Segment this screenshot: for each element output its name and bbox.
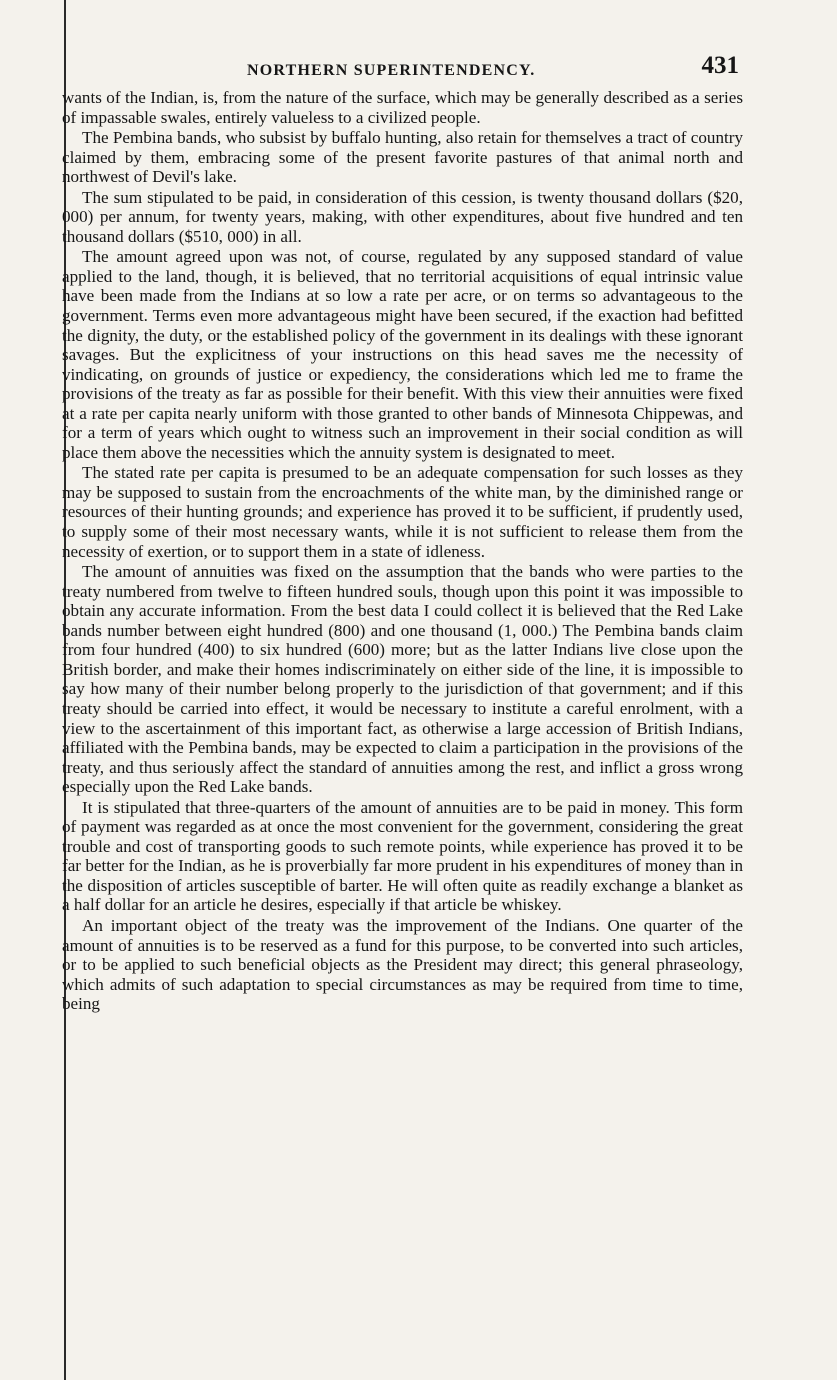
- paragraph-continued: wants of the Indian, is, from the nature of the surface, which may be generally described as a series of impassable swales, entirely valueless to a civilized people.: [62, 88, 743, 127]
- paragraph-three-quarters: It is stipulated that three-quarters of the amount of annuities are to be paid in money. This form of payment was regarded as at once the most convenient for the government, considering the great trouble and cost of transporting goods to such remote points, while experience has proved it to be far better for the Indian, as he is proverbially far more prudent in his expenditures of money than in the disposition of articles susceptible of barter. He will often quite as readily exchange a blanket as a half dollar for an article he desires, especially if that article be whiskey.: [62, 797, 743, 915]
- running-head: [62, 52, 743, 88]
- paragraph-amount-agreed: The amount agreed upon was not, of course, regulated by any supposed standard of value applied to the land, though, it is believed, that no territorial acquisitions of equal intrinsic value have been made from the Indians at so low a rate per acre, or on terms so advantageous to the government. Terms even more advantageous might have been secured, if the exaction had befitted the dignity, the duty, or the established policy of the government in its dealings with these ignorant savages. But the explicitness of your instructions on this head saves me the necessity of vindicating, on grounds of justice or expediency, the considerations which led me to frame the provisions of the treaty as far as possible for their benefit. With this view their annuities were fixed at a rate per capita nearly uniform with those granted to other bands of Minnesota Chippewas, and for a term of years which ought to witness such an improvement in their social condition as will place them above the necessities which the annuity system is designated to meet.: [62, 247, 743, 462]
- paragraph-important-object: An important object of the treaty was the improvement of the Indians. One quarter of the amount of annuities is to be reserved as a fund for this purpose, to be converted into such articles, or to be applied to such beneficial objects as the President may direct; this general phraseology, which admits of such adaptation to special circumstances as may be required from time to time, being: [62, 915, 743, 1014]
- running-title: NORTHERN SUPERINTENDENCY.: [247, 62, 536, 79]
- body-text: [62, 88, 743, 1014]
- paragraph-pembina-bands: The Pembina bands, who subsist by buffalo hunting, also retain for themselves a tract of country claimed by them, embracing some of the present favorite pastures of that animal north and northwest of Devil's lake.: [62, 128, 743, 187]
- paragraph-sum-stipulated: The sum stipulated to be paid, in consideration of this cession, is twenty thousand dollars ($20, 000) per annum, for twenty years, making, with other expenditures, about five hundred and ten thousand dollars ($510, 000) in all.: [62, 187, 743, 246]
- paragraph-rate-per-capita: The stated rate per capita is presumed to be an adequate compensation for such losses as they may be supposed to sustain from the encroachments of the white man, by the diminished range or resources of their hunting grounds; and experience has proved it to be sufficient, if prudently used, to supply some of their most necessary wants, while it is not sufficient to release them from the necessity of exertion, or to support them in a state of idleness.: [62, 463, 743, 561]
- book-page: [62, 52, 743, 1015]
- paragraph-amount-of-annuities: The amount of annuities was fixed on the assumption that the bands who were parties to the treaty numbered from twelve to fifteen hundred souls, though upon this point it was impossible to obtain any accurate information. From the best data I could collect it is believed that the Red Lake bands number between eight hundred (800) and one thousand (1, 000.) The Pembina bands claim from four hundred (400) to six hundred (600) more; but as the latter Indians live close upon the British border, and make their homes indiscriminately on either side of the line, it is impossible to say how many of their number belong properly to the jurisdiction of that government; and if this treaty should be carried into effect, it would be necessary to institute a careful enrolment, with a view to the ascertainment of this important fact, as otherwise a large accession of British Indians, affiliated with the Pembina bands, may be expected to claim a participation in the provisions of the treaty, and thus seriously affect the standard of annuities among the rest, and inflict a gross wrong especially upon the Red Lake bands.: [62, 562, 743, 797]
- page-number: 431: [701, 52, 739, 79]
